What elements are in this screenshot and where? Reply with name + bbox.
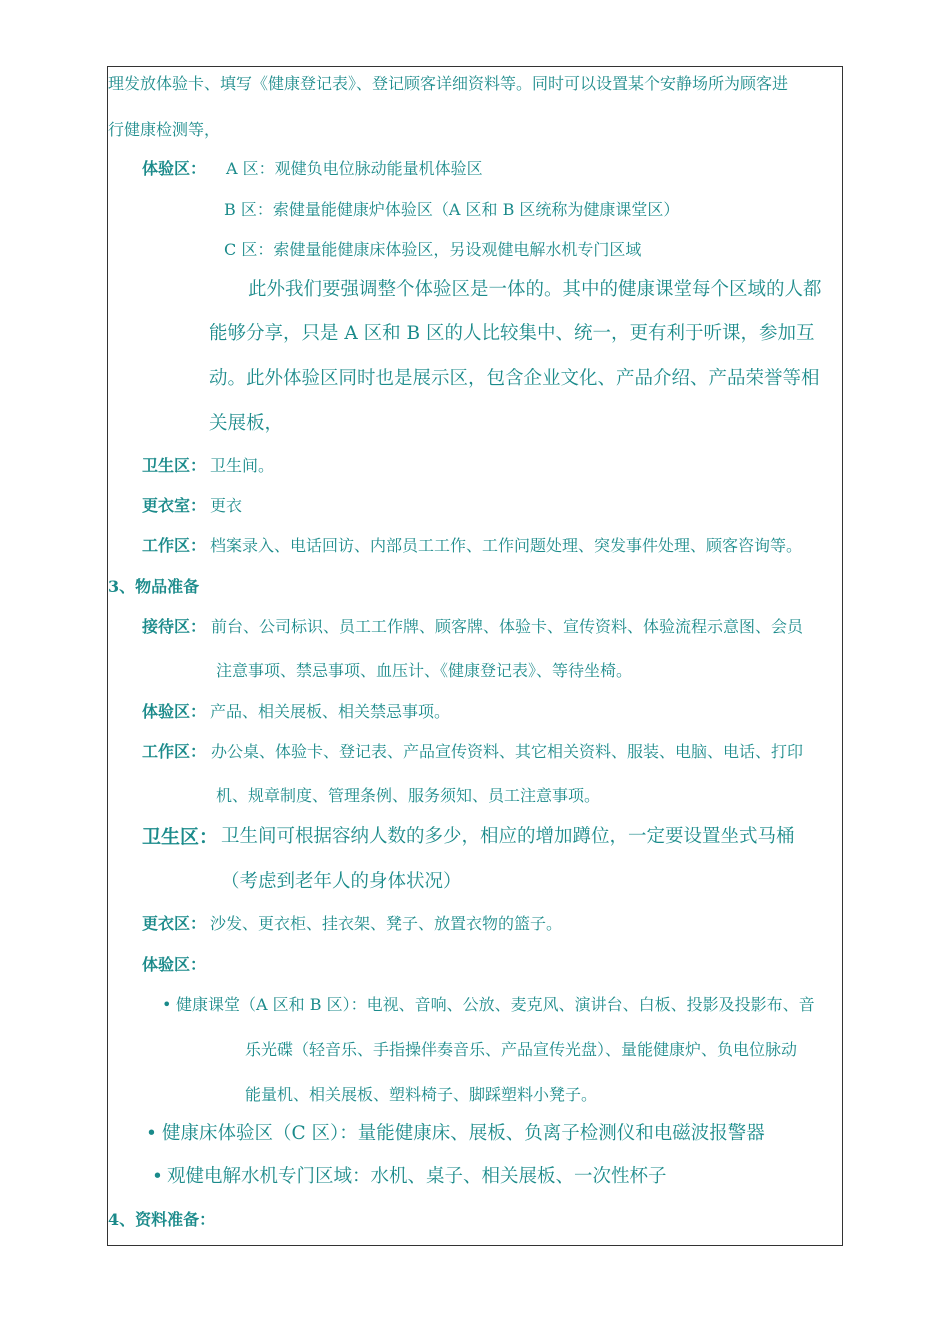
bullet-class: •: [162, 995, 172, 1014]
health-class-line-3: 能量机、相关展板、塑料椅子、脚踩塑料小凳子。: [245, 1085, 598, 1104]
work-zone-text: 档案录入、电话回访、内部员工工作、工作问题处理、突发事件处理、顾客咨询等。: [210, 536, 803, 555]
items-hygiene-line-1: 卫生间可根据容纳人数的多少，相应的增加蹲位，一定要设置坐式马桶: [221, 826, 795, 847]
section-3-heading: 3、物品准备: [108, 577, 200, 596]
items-experience2-label: 体验区：: [142, 955, 207, 974]
experience-note-line-3: 动。此外体验区同时也是展示区，包含企业文化、产品介绍、产品荣誉等相: [209, 368, 820, 389]
experience-note-line-2: 能够分享，只是 A 区和 B 区的人比较集中、统一，更有利于听课，参加互: [209, 323, 815, 344]
area-a-text: A 区：观健负电位脉动能量机体验区: [226, 159, 483, 178]
health-class-line-1: 健康课堂（A 区和 B 区）：电视、音响、公放、麦克风、演讲台、白板、投影及投影布、音: [176, 995, 815, 1014]
bullet-bed: •: [146, 1123, 157, 1144]
items-changing-text: 沙发、更衣柜、挂衣架、凳子、放置衣物的篮子。: [210, 914, 563, 933]
water-area-text: 观健电解水机专门区域：水机、桌子、相关展板、一次性杯子: [167, 1166, 667, 1187]
experience-note-line-4: 关展板，: [209, 413, 284, 434]
area-c-text: C 区：索健量能健康床体验区，另设观健电解水机专门区域: [224, 240, 642, 259]
items-hygiene-label: 卫生区：: [142, 826, 219, 848]
changing-room-label: 更衣室：: [142, 496, 207, 515]
health-class-line-2: 乐光碟（轻音乐、手指操伴奏音乐、产品宣传光盘）、量能健康炉、负电位脉动: [245, 1040, 798, 1059]
section-4-heading: 4、资料准备：: [108, 1210, 216, 1229]
intro-line-1: 理发放体验卡、填写《健康登记表》、登记顾客详细资料等。同时可以设置某个安静场所为顾客进: [108, 74, 789, 93]
items-work-line-1: 办公桌、体验卡、登记表、产品宣传资料、其它相关资料、服装、电脑、电话、打印: [211, 742, 804, 761]
items-hygiene-line-2: （考虑到老年人的身体状况）: [221, 871, 462, 892]
area-b-text: B 区：索健量能健康炉体验区（A 区和 B 区统称为健康课堂区）: [224, 200, 680, 219]
items-experience-label: 体验区：: [142, 702, 207, 721]
reception-label: 接待区：: [142, 617, 207, 636]
changing-room-text: 更衣: [210, 496, 243, 515]
reception-line-2: 注意事项、禁忌事项、血压计、《健康登记表》、等待坐椅。: [216, 661, 633, 680]
work-zone-label: 工作区：: [142, 536, 207, 555]
experience-note-line-1: 此外我们要强调整个体验区是一体的。其中的健康课堂每个区域的人都: [248, 279, 822, 300]
items-changing-label: 更衣区：: [142, 914, 207, 933]
health-bed-text: 健康床体验区（C 区）：量能健康床、展板、负离子检测仪和电磁波报警器: [162, 1123, 765, 1144]
items-work-line-2: 机、规章制度、管理条例、服务须知、员工注意事项。: [216, 786, 601, 805]
hygiene-zone-label: 卫生区：: [142, 456, 207, 475]
experience-zone-label: 体验区：: [142, 159, 207, 178]
items-work-label: 工作区：: [142, 742, 207, 761]
intro-line-2: 行健康检测等，: [108, 120, 221, 139]
bullet-water: •: [152, 1166, 163, 1187]
hygiene-zone-text: 卫生间。: [210, 456, 275, 475]
reception-line-1: 前台、公司标识、员工工作牌、顾客牌、体验卡、宣传资料、体验流程示意图、会员: [211, 617, 804, 636]
items-experience-text: 产品、相关展板、相关禁忌事项。: [210, 702, 451, 721]
